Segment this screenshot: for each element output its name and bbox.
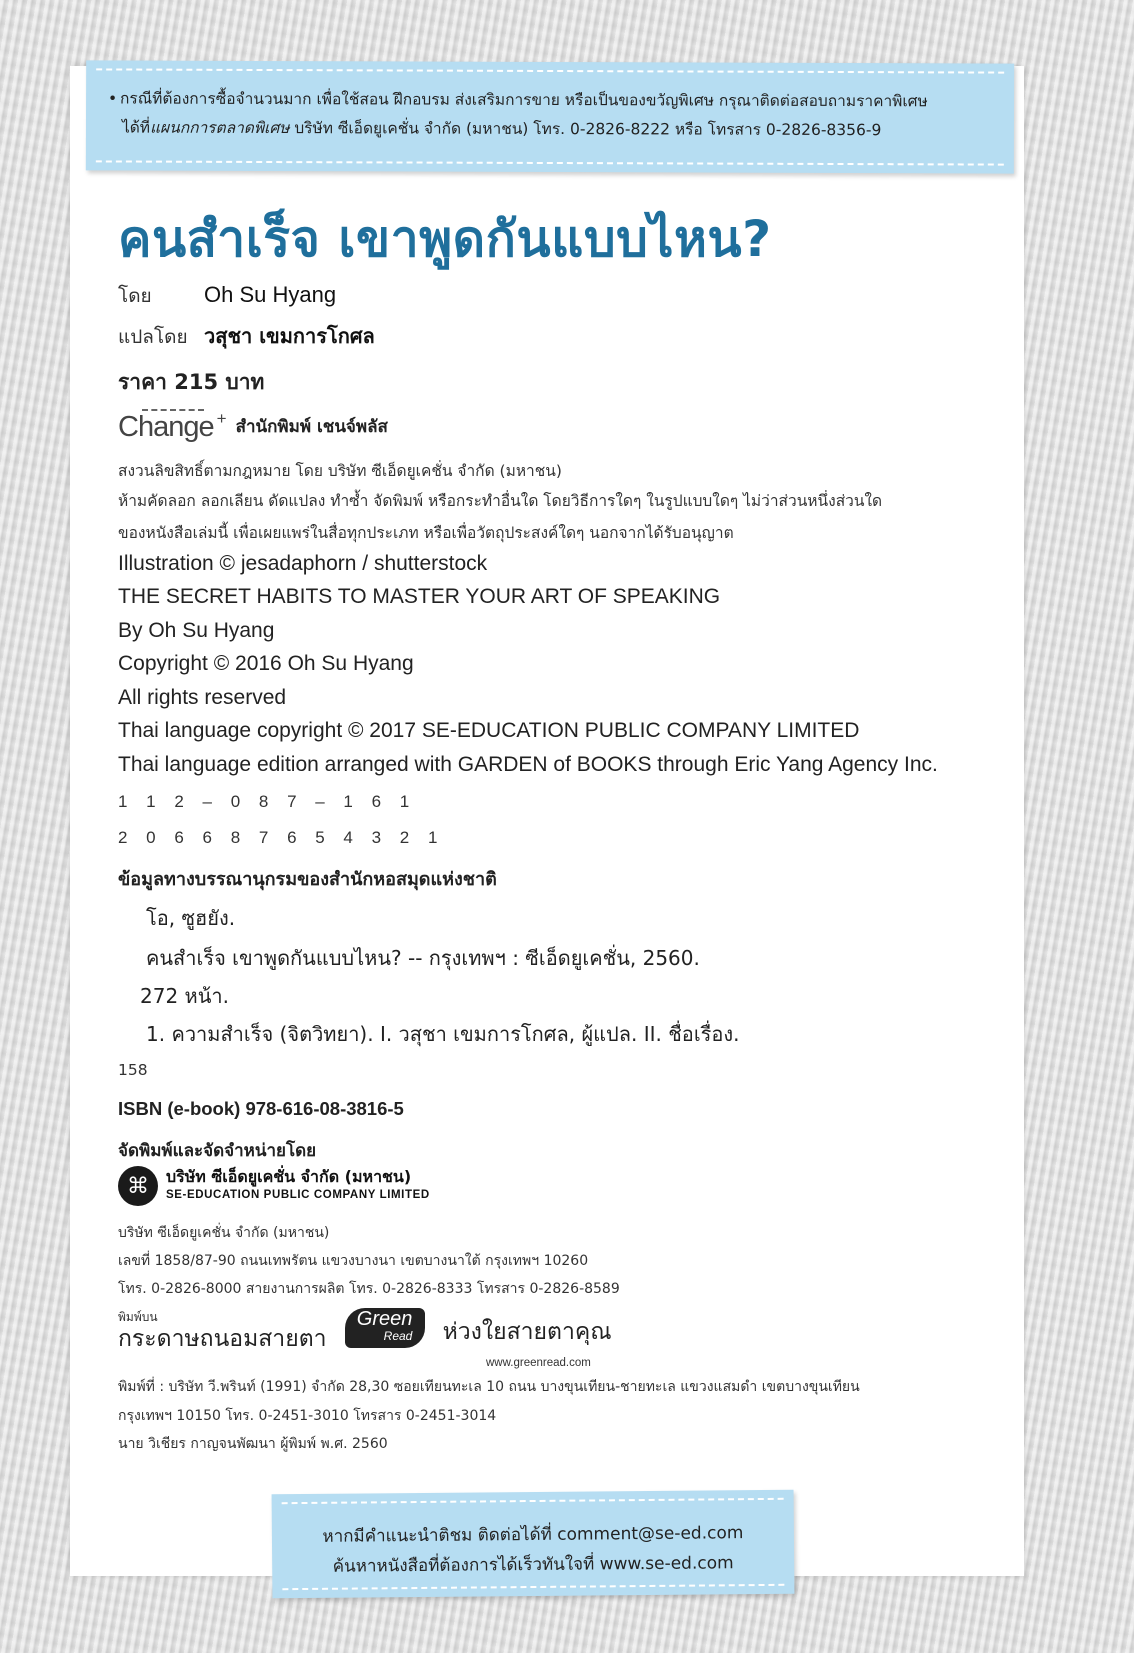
catalog-heading: ข้อมูลทางบรรณานุกรมของสำนักหอสมุดแห่งชาติ bbox=[118, 869, 497, 890]
logo-plus: + bbox=[216, 409, 226, 428]
publisher-row bbox=[118, 409, 388, 443]
translator-name: วสุชา เขมการโกศล bbox=[204, 324, 375, 348]
notice-line-2-pre: ได้ที่ bbox=[121, 118, 151, 137]
translator-row bbox=[118, 320, 375, 352]
original-author: By Oh Su Hyang bbox=[118, 619, 275, 642]
notice-text bbox=[108, 84, 928, 145]
printer-line: กรุงเทพฯ 10150 โทร. 0-2451-3010 โทรสาร 0-2451-3014 bbox=[118, 1408, 497, 1424]
greenread-banner bbox=[118, 1306, 612, 1350]
notice-line-1: กรณีที่ต้องการซื้อจำนวนมาก เพื่อใช้สอน ฝึกอบรม ส่งเสริมการขาย หรือเป็นของขวัญพิเศษ กรุณาติดต่อสอบถามราคาพิเศษ bbox=[120, 89, 928, 111]
eye-care-paper: กระดาษถนอมสายตา bbox=[118, 1326, 327, 1352]
greenread-logo bbox=[345, 1308, 425, 1348]
contact-feedback: หากมีคำแนะนำติชม ติดต่อได้ที่ comment@se-ed.com bbox=[322, 1523, 744, 1547]
rights-line: สงวนลิขสิทธิ์ตามกฎหมาย โดย บริษัท ซีเอ็ดยูเคชั่น จำกัด (มหาชน) bbox=[118, 462, 562, 480]
publisher-name: สำนักพิมพ์ เชนจ์พลัส bbox=[235, 417, 388, 437]
copyright-original: Copyright © 2016 Oh Su Hyang bbox=[118, 652, 414, 675]
distributor-heading: จัดพิมพ์และจัดจำหน่ายโดย bbox=[118, 1141, 317, 1161]
book-title: คนสำเร็จ เขาพูดกันแบบไหน? bbox=[118, 210, 772, 268]
rights-line: ห้ามคัดลอก ลอกเลียน ดัดแปลง ทำซ้ำ จัดพิมพ์ หรือกระทำอื่นใด โดยวิธีการใดๆ ในรูปแบบใดๆ ไม่ว่าส่วนหนึ่งส่วนใด bbox=[118, 492, 883, 510]
distributor-address: เลขที่ 1858/87-90 ถนนเทพรัตน แขวงบางนา เขตบางนาใต้ กรุงเทพฯ 10260 bbox=[118, 1253, 589, 1269]
se-ed-name-en: SE-EDUCATION PUBLIC COMPANY LIMITED bbox=[166, 1189, 430, 1201]
bullet: • bbox=[108, 89, 118, 108]
isbn: ISBN (e-book) 978-616-08-3816-5 bbox=[118, 1098, 404, 1119]
greenread-url[interactable]: www.greenread.com bbox=[486, 1357, 591, 1369]
price: ราคา 215 บาท bbox=[118, 370, 265, 394]
greenread-logo-bottom: Read bbox=[383, 1329, 413, 1343]
contact-box bbox=[272, 1490, 795, 1599]
catalog-author: โอ, ซูฮยัง. bbox=[146, 906, 236, 930]
bulk-order-notice bbox=[86, 60, 1014, 173]
printer-line: นาย วิเชียร กาญจนพัฒนา ผู้พิมพ์ พ.ศ. 2560 bbox=[118, 1436, 388, 1452]
thai-edition: Thai language edition arranged with GARDEN of BOOKS through Eric Yang Agency Inc. bbox=[118, 753, 938, 776]
catalog-subjects: 1. ความสำเร็จ (จิตวิทยา). I. วสุชา เขมการโกศล, ผู้แปล. II. ชื่อเรื่อง. bbox=[146, 1022, 740, 1046]
distributor-address: บริษัท ซีเอ็ดยูเคชั่น จำกัด (มหาชน) bbox=[118, 1225, 330, 1241]
distributor-address: โทร. 0-2826-8000 สายงานการผลิต โทร. 0-2826-8333 โทรสาร 0-2826-8589 bbox=[118, 1281, 620, 1297]
original-title: THE SECRET HABITS TO MASTER YOUR ART OF SPEAKING bbox=[118, 585, 721, 608]
catalog-pages: 272 หน้า. bbox=[140, 984, 229, 1008]
illustration-credit: Illustration © jesadaphorn / shutterstock bbox=[118, 552, 488, 575]
rights-reserved: All rights reserved bbox=[118, 686, 287, 709]
book-code: 1 1 2 – 0 8 7 – 1 6 1 bbox=[118, 792, 417, 811]
rights-line: ของหนังสือเล่มนี้ เพื่อเผยแพร่ในสื่อทุกประเภท หรือเพื่อวัตถุประสงค์ใดๆ นอกจากได้รับอนุญาต bbox=[118, 524, 734, 542]
change-plus-logo bbox=[118, 409, 226, 443]
se-ed-logo bbox=[118, 1166, 430, 1206]
notice-line-2-post: บริษัท ซีเอ็ดยูเคชั่น จำกัด (มหาชน) โทร. 0-2826-8222 หรือ โทรสาร 0-2826-8356-9 bbox=[289, 119, 882, 140]
se-ed-knot-icon: ⌘ bbox=[118, 1166, 158, 1206]
se-ed-name-th: บริษัท ซีเอ็ดยูเคชั่น จำกัด (มหาชน) bbox=[166, 1167, 412, 1186]
notice-line-2-dept: แผนกการตลาดพิเศษ bbox=[150, 118, 290, 138]
logo-dash bbox=[142, 409, 204, 411]
contact-search: ค้นหาหนังสือที่ต้องการได้เร็วทันใจที่ www.se-ed.com bbox=[332, 1553, 734, 1577]
logo-text: Change bbox=[118, 411, 214, 443]
greenread-logo-top: Green bbox=[356, 1308, 413, 1330]
print-run: 2 0 6 6 8 7 6 5 4 3 2 1 bbox=[118, 828, 445, 847]
author-name: Oh Su Hyang bbox=[204, 282, 337, 307]
catalog-class: 158 bbox=[118, 1061, 148, 1079]
author-row bbox=[118, 281, 336, 311]
printer-line: พิมพ์ที่ : บริษัท วี.พรินท์ (1991) จำกัด 28,30 ซอยเทียนทะเล 10 ถนน บางขุนเทียน-ชายทะเล แขวงแสมดำ เขตบางขุนเทียน bbox=[118, 1379, 860, 1395]
print-on-label: พิมพ์บน bbox=[118, 1310, 158, 1324]
catalog-title: คนสำเร็จ เขาพูดกันแบบไหน? -- กรุงเทพฯ : ซีเอ็ดยูเคชั่น, 2560. bbox=[146, 946, 700, 970]
translator-label: แปลโดย bbox=[118, 326, 188, 348]
author-label: โดย bbox=[118, 285, 152, 307]
greenread-slogan: ห่วงใยสายตาคุณ bbox=[442, 1319, 612, 1345]
thai-copyright: Thai language copyright © 2017 SE-EDUCATION PUBLIC COMPANY LIMITED bbox=[118, 719, 860, 742]
